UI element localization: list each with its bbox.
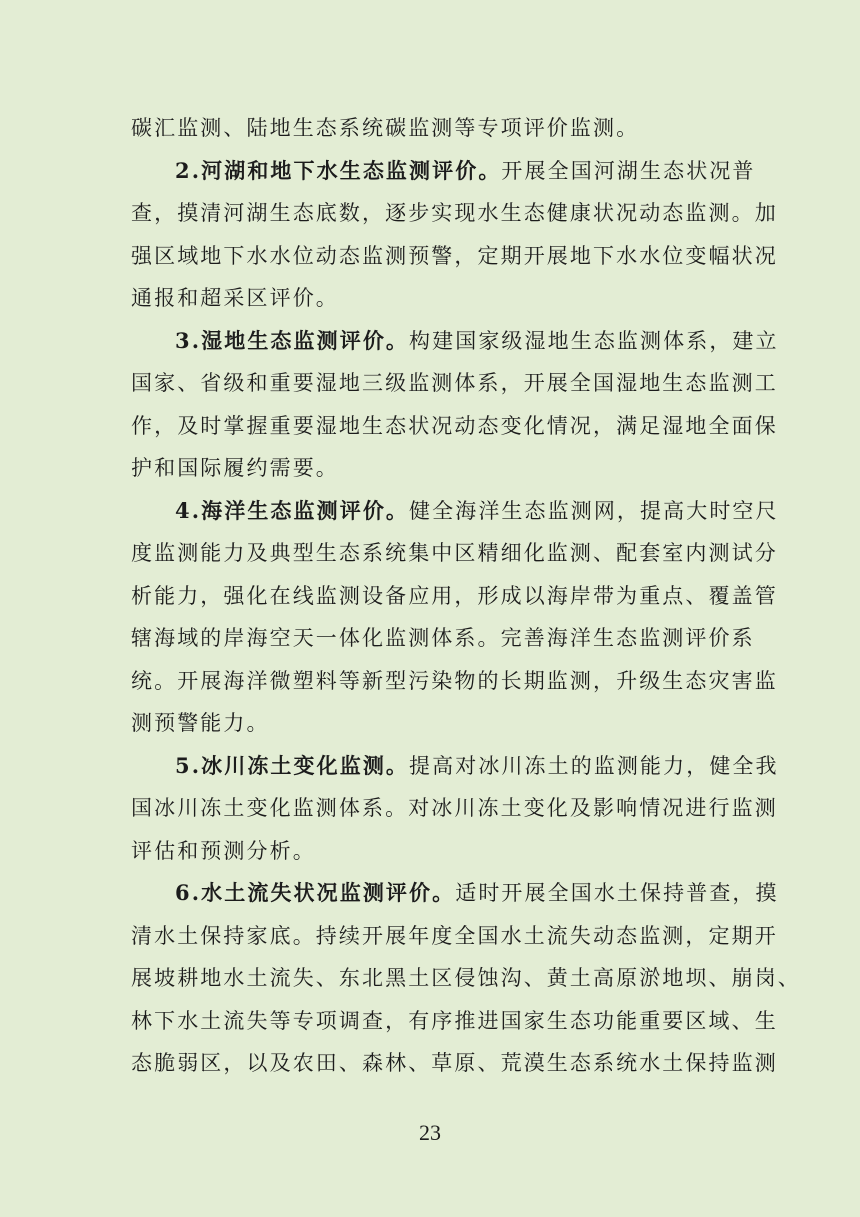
paragraph-glacier	[131, 745, 779, 873]
text-line: 评估和预测分析。	[131, 838, 316, 863]
text-line	[131, 490, 779, 533]
text-line	[131, 872, 779, 915]
text-line: 清水土保持家底。持续开展年度全国水土流失动态监测，定期开	[131, 923, 778, 948]
text-line: 态脆弱区，以及农田、森林、草原、荒漠生态系统水土保持监测	[131, 1051, 778, 1075]
paragraph-ocean	[131, 490, 779, 745]
text-line: 展坡耕地水土流失、东北黑土区侵蚀沟、黄土高原淤地坝、崩岗、	[131, 966, 801, 990]
text-line	[131, 745, 779, 788]
text-line: 国家、省级和重要湿地三级监测体系，开展全国湿地生态监测工	[131, 371, 778, 395]
text-run: 提高对冰川冻土的监测能力，健全我	[409, 753, 779, 778]
text-line: 强区域地下水水位动态监测预警，定期开展地下水水位变幅状况	[131, 243, 778, 268]
text-line	[131, 150, 756, 193]
paragraph-heading: 5.冰川冻土变化监测。	[175, 752, 410, 778]
text-run: 构建国家级湿地生态监测体系，建立	[409, 328, 779, 353]
text-run: 适时开展全国水土保持普查，摸	[455, 881, 779, 905]
text-line	[131, 320, 779, 363]
text-line: 作，及时掌握重要湿地生态状况动态变化情况，满足湿地全面保	[131, 413, 778, 438]
text-run: 开展全国河湖生态状况普	[501, 158, 756, 183]
paragraph-soil-erosion	[131, 872, 801, 1085]
text-line: 统。开展海洋微塑料等新型污染物的长期监测，升级生态灾害监	[131, 668, 778, 693]
paragraph-river-lake	[131, 150, 778, 320]
text-line: 度监测能力及典型生态系统集中区精细化监测、配套室内测试分	[131, 541, 778, 565]
text-line: 析能力，强化在线监测设备应用，形成以海岸带为重点、覆盖管	[131, 583, 778, 608]
paragraph-heading: 6.水土流失状况监测评价。	[175, 880, 456, 905]
text-line: 国冰川冻土变化监测体系。对冰川冻土变化及影响情况进行监测	[131, 796, 778, 820]
text-line: 护和国际履约需要。	[131, 456, 339, 480]
text-line: 辖海域的岸海空天一体化监测体系。完善海洋生态监测评价系	[131, 626, 755, 650]
paragraph-heading: 2.河湖和地下水生态监测评价。	[175, 157, 502, 183]
document-body	[131, 107, 801, 1085]
paragraph-continuation	[131, 107, 731, 150]
text-line: 测预警能力。	[131, 711, 270, 735]
paragraph-wetland	[131, 320, 779, 490]
text-line: 查，摸清河湖生态底数，逐步实现水生态健康状况动态监测。加	[131, 201, 778, 225]
text-run: 健全海洋生态监测网，提高大时空尺	[409, 498, 779, 523]
paragraph-heading: 4.海洋生态监测评价。	[175, 497, 410, 523]
paragraph-heading: 3.湿地生态监测评价。	[175, 327, 410, 353]
page-number: 23	[419, 1120, 441, 1145]
text-line: 碳汇监测、陆地生态系统碳监测等专项评价监测。	[131, 116, 640, 140]
text-line: 林下水土流失等专项调查，有序推进国家生态功能重要区域、生	[131, 1008, 778, 1033]
text-line: 通报和超采区评价。	[131, 286, 339, 310]
